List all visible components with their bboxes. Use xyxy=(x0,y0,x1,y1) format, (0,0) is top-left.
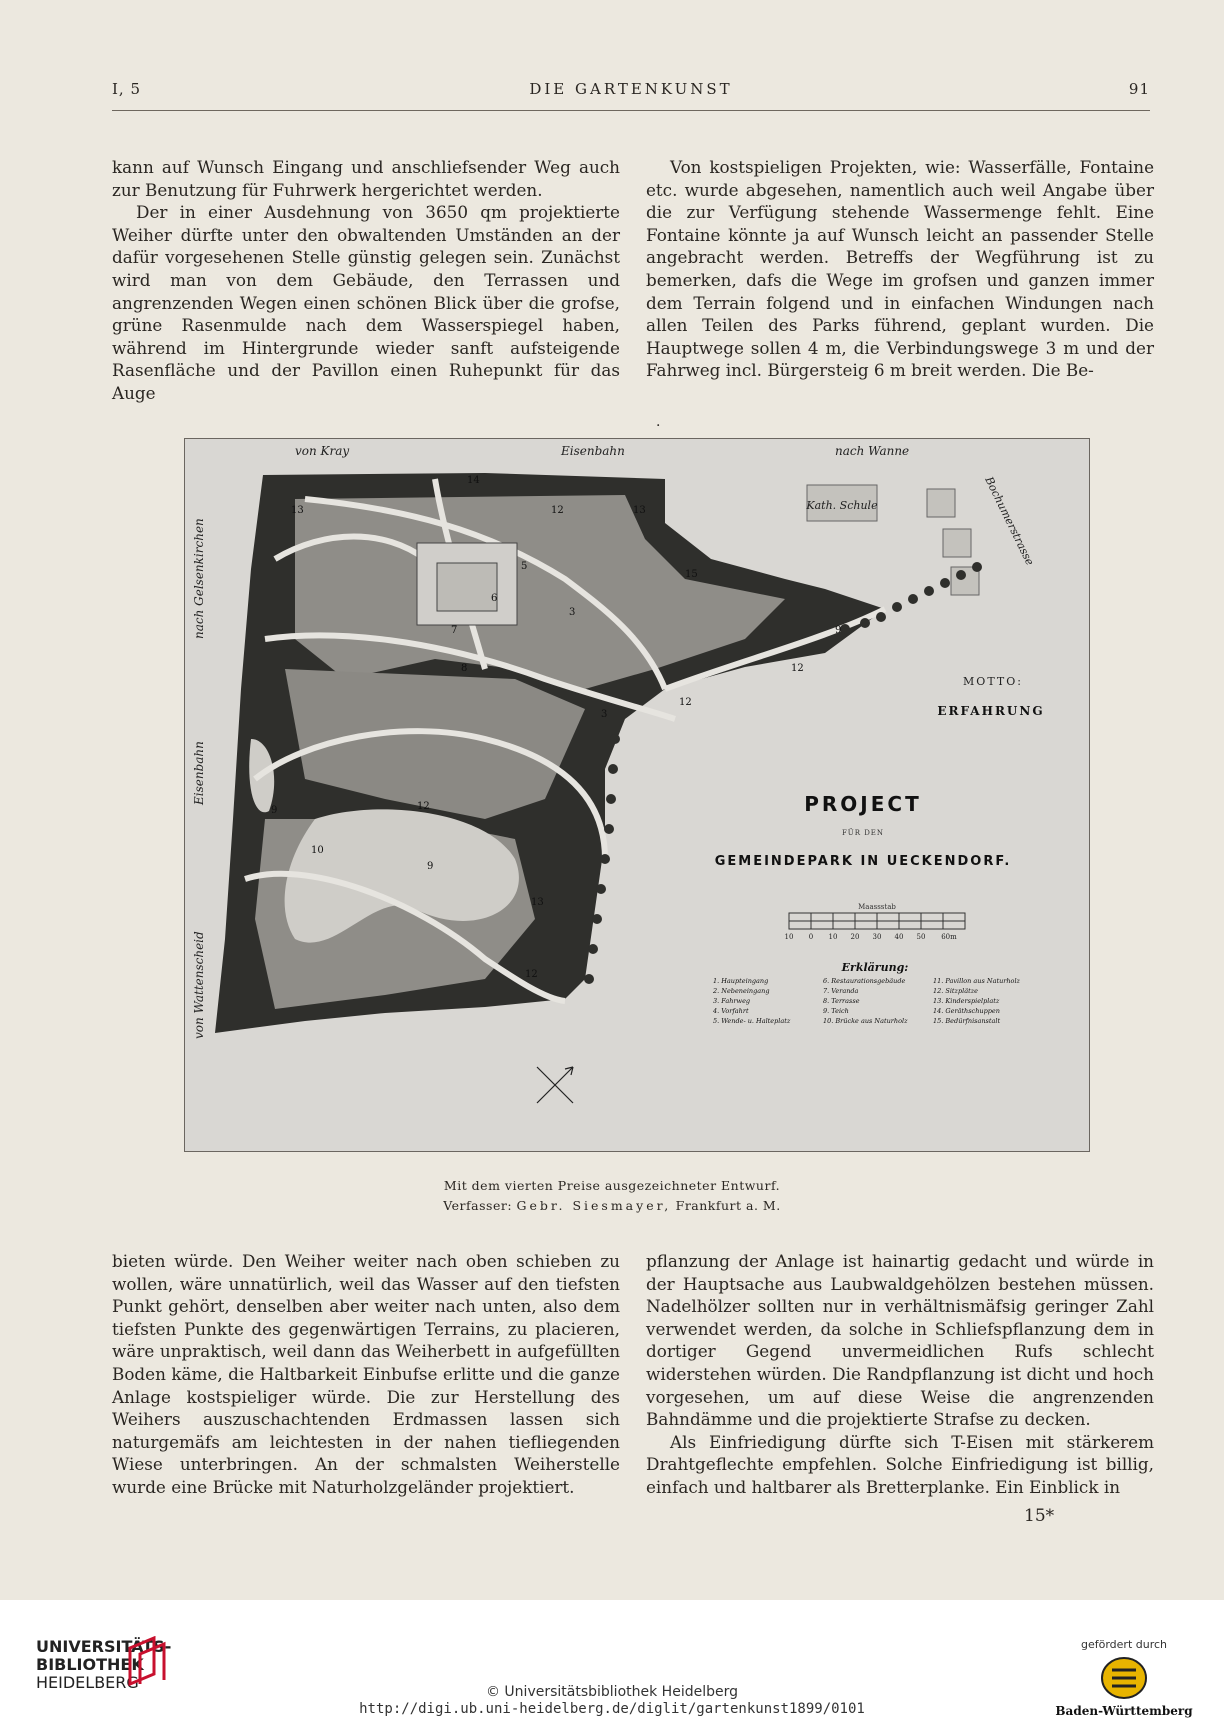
funded-by-label: gefördert durch xyxy=(1080,1638,1168,1651)
plan-number: 12 xyxy=(417,801,430,812)
column-bottom-right xyxy=(646,1250,1154,1499)
scale-tick: 50 xyxy=(916,933,926,941)
column-bottom-left xyxy=(112,1250,620,1499)
label-nach-wanne: nach Wanne xyxy=(835,444,910,458)
scale-tick: 10 xyxy=(828,933,838,941)
legend-item: 5. Wende- u. Halteplatz xyxy=(713,1017,791,1025)
legend-title: Erklärung: xyxy=(841,961,909,974)
label-nach-gelsenkirchen: nach Gelsenkirchen xyxy=(192,518,206,639)
state-name: Baden-Württemberg xyxy=(1055,1704,1193,1718)
library-footer xyxy=(0,1600,1224,1719)
plan-number: 9 xyxy=(271,805,278,816)
column-top-right xyxy=(646,156,1154,382)
plan-number: 14 xyxy=(467,475,480,486)
scale-tick: 60m xyxy=(941,933,957,941)
plan-number: 13 xyxy=(531,897,544,908)
plan-number: 10 xyxy=(311,845,324,856)
restaurant-building xyxy=(417,543,517,625)
plan-number: 9 xyxy=(835,625,842,636)
coat-of-arms-icon xyxy=(1094,1656,1154,1700)
logo-line: HEIDELBERG xyxy=(36,1673,139,1692)
paragraph: Von kostspieligen Projekten, wie: Wasserfälle, Fontaine etc. wurde abgesehen, namentlich auch weil Angabe über die zur Verfügung stehende Wassermenge fehlt. Eine Fontaine könnte ja auf Wunsch leicht an passender Stelle angebracht werden. Betreffs der Wegführung ist zu bemerken, dafs die Wege im grofsen und ganzen immer dem Terrain folgend und in einfachen Windungen nach allen Teilen des Parks führend, geplant wurden. Die Hauptwege sollen 4 m, die Verbindungswege 3 m und der Fahrweg incl. Bürgersteig 6 m breit werden. Die Be- xyxy=(646,157,1154,381)
paragraph: kann auf Wunsch Eingang und anschliefsender Weg auch zur Benutzung für Fuhrwerk hergerichtet werden. xyxy=(112,157,620,200)
plan-number: 12 xyxy=(679,697,692,708)
signature-mark: 15* xyxy=(1024,1506,1055,1526)
plan-number: 15 xyxy=(685,569,698,580)
label-eisenbahn-left: Eisenbahn xyxy=(192,741,206,805)
park-plan-figure xyxy=(184,438,1090,1152)
plan-number: 13 xyxy=(291,505,304,516)
legend-item: 7. Veranda xyxy=(823,987,859,995)
legend-item: 11. Pavillon aus Naturholz xyxy=(933,977,1020,985)
permalink[interactable]: http://digi.ub.uni-heidelberg.de/diglit/gartenkunst1899/0101 xyxy=(359,1701,865,1717)
plan-number: 5 xyxy=(521,561,528,572)
house xyxy=(943,529,971,557)
plan-number: 12 xyxy=(551,505,564,516)
plan-title-sub: FÜR DEN xyxy=(841,829,885,837)
legend xyxy=(712,977,1021,1025)
caption-author-prefix: Verfasser: xyxy=(443,1198,513,1213)
plan-title: PROJECT xyxy=(804,792,922,816)
scale-tick: 40 xyxy=(894,933,904,941)
plan-number: 3 xyxy=(601,709,608,720)
legend-item: 4. Vorfahrt xyxy=(713,1007,749,1015)
plan-number: 12 xyxy=(525,969,538,980)
plan-number: 13 xyxy=(633,505,646,516)
figure-caption-line2 xyxy=(0,1198,1224,1213)
label-von-kray: von Kray xyxy=(295,444,350,458)
north-arrow-icon xyxy=(537,1067,573,1103)
header-rule xyxy=(112,110,1150,111)
label-bochumerstrasse: Bochumerstrasse xyxy=(982,474,1037,568)
caption-author-place: Frankfurt a. M. xyxy=(675,1198,781,1213)
legend-item: 10. Brücke aus Naturholz xyxy=(823,1017,908,1025)
paragraph: bieten würde. Den Weiher weiter nach oben schieben zu wollen, wäre unnatürlich, weil das Wasser auf den tiefsten Punkt gehört, denselben aber weiter nach unten, also dem tiefsten Punkte des gegenwärtigen Terrains, zu placieren, wäre unpraktisch, weil dann das Weiherbett in aufgefüllten Boden käme, die Haltbarkeit Einbufse erlitte und die ganze Anlage kostspieliger würde. Die zur Herstellung des Weihers auszuschachtenden Erdmassen lassen sich naturgemäfs am leichtesten in der nahen tiefliegenden Wiese unterbringen. An der schmalsten Weiherstelle wurde eine Brücke mit Naturholzgeländer projektiert. xyxy=(112,1251,620,1497)
copyright-notice: © Universitätsbibliothek Heidelberg xyxy=(485,1684,738,1700)
legend-item: 14. Geräthschuppen xyxy=(933,1007,1000,1015)
scale-tick: 20 xyxy=(850,933,860,941)
park-plan-drawing xyxy=(185,439,1089,1151)
logo-line: UNIVERSITÄTS- xyxy=(36,1637,172,1656)
running-head xyxy=(112,80,1150,106)
scale-bar xyxy=(789,913,965,929)
label-eisenbahn-top: Eisenbahn xyxy=(561,444,625,458)
legend-item: 13. Kinderspielplatz xyxy=(933,997,1000,1005)
legend-item: 8. Terrasse xyxy=(823,997,860,1005)
scale-tick: 10 xyxy=(784,933,794,941)
plan-number: 9 xyxy=(427,861,434,872)
separator-dot: · xyxy=(656,418,661,434)
house xyxy=(927,489,955,517)
figure-caption-line1: Mit dem vierten Preise ausgezeichneter Entwurf. xyxy=(443,1178,781,1193)
legend-item: 6. Restaurationsgebäude xyxy=(823,977,906,985)
plan-number: 12 xyxy=(791,663,804,674)
logo-line: BIBLIOTHEK xyxy=(36,1655,144,1674)
journal-title: DIE GARTENKUNST xyxy=(529,80,733,98)
paragraph: Als Einfriedigung dürfte sich T-Eisen mit stärkerem Drahtgeflechte empfehlen. Solche Einfriedigung ist billig, einfach und haltbarer als Bretterplanke. Ein Einblick in xyxy=(646,1431,1154,1497)
legend-item: 15. Bedürfnisanstalt xyxy=(933,1017,1001,1025)
legend-item: 9. Teich xyxy=(823,1007,849,1015)
motto-label: MOTTO: xyxy=(963,675,1023,688)
plan-number: 6 xyxy=(491,593,498,604)
column-top-left xyxy=(112,156,620,405)
plan-number: 3 xyxy=(569,607,576,618)
volume-issue: I, 5 xyxy=(112,80,142,98)
scale-ticks xyxy=(785,933,958,941)
scale-label: Maassstab xyxy=(858,903,896,911)
legend-item: 1. Haupteingang xyxy=(713,977,769,985)
scale-tick: 0 xyxy=(808,933,814,941)
school-label: Kath. Schule xyxy=(806,499,878,512)
scale-tick: 30 xyxy=(872,933,882,941)
legend-item: 2. Nebeneingang xyxy=(713,987,770,995)
caption-author-name: Gebr. Siesmayer, xyxy=(516,1198,672,1213)
plan-number: 8 xyxy=(461,663,468,674)
plan-title-main: GEMEINDEPARK IN UECKENDORF. xyxy=(714,854,1012,869)
library-logo-icon[interactable] xyxy=(124,1636,168,1686)
paragraph: pflanzung der Anlage ist hainartig gedacht und würde in der Hauptsache aus Laubwaldgehölzen bestehen müssen. Nadelhölzer sollten nur in verhältnismäfsig geringer Zahl verwendet werden, da solche in Schliefspflanzung dem in dortiger Gegend unvermeidlichen Rufs schlecht widerstehen würden. Die Randpflanzung ist dicht und hoch vorgesehen, um auf diese Weise die angrenzenden Bahndämme und die projektierte Strafse zu decken. xyxy=(646,1251,1154,1430)
page-number: 91 xyxy=(1128,80,1150,98)
legend-item: 12. Sitzplätze xyxy=(933,987,978,995)
plan-number: 7 xyxy=(451,625,458,636)
legend-item: 3. Fahrweg xyxy=(713,997,751,1005)
label-von-wattenscheid: von Wattenscheid xyxy=(192,931,206,1039)
motto-word: ERFAHRUNG xyxy=(937,704,1045,718)
paragraph: Der in einer Ausdehnung von 3650 qm projektierte Weiher dürfte unter den obwaltenden Umständen an der dafür vorgesehenen Stelle günstig gelegen sein. Zunächst wird man von dem Gebäude, den Terrassen und angrenzenden Wegen einen schönen Blick über die grofse, grüne Rasenmulde nach dem Wasserspiegel haben, während im Hintergrunde wieder sanft aufsteigende Rasenfläche und der Pavillon einen Ruhepunkt für das Auge xyxy=(112,202,620,403)
